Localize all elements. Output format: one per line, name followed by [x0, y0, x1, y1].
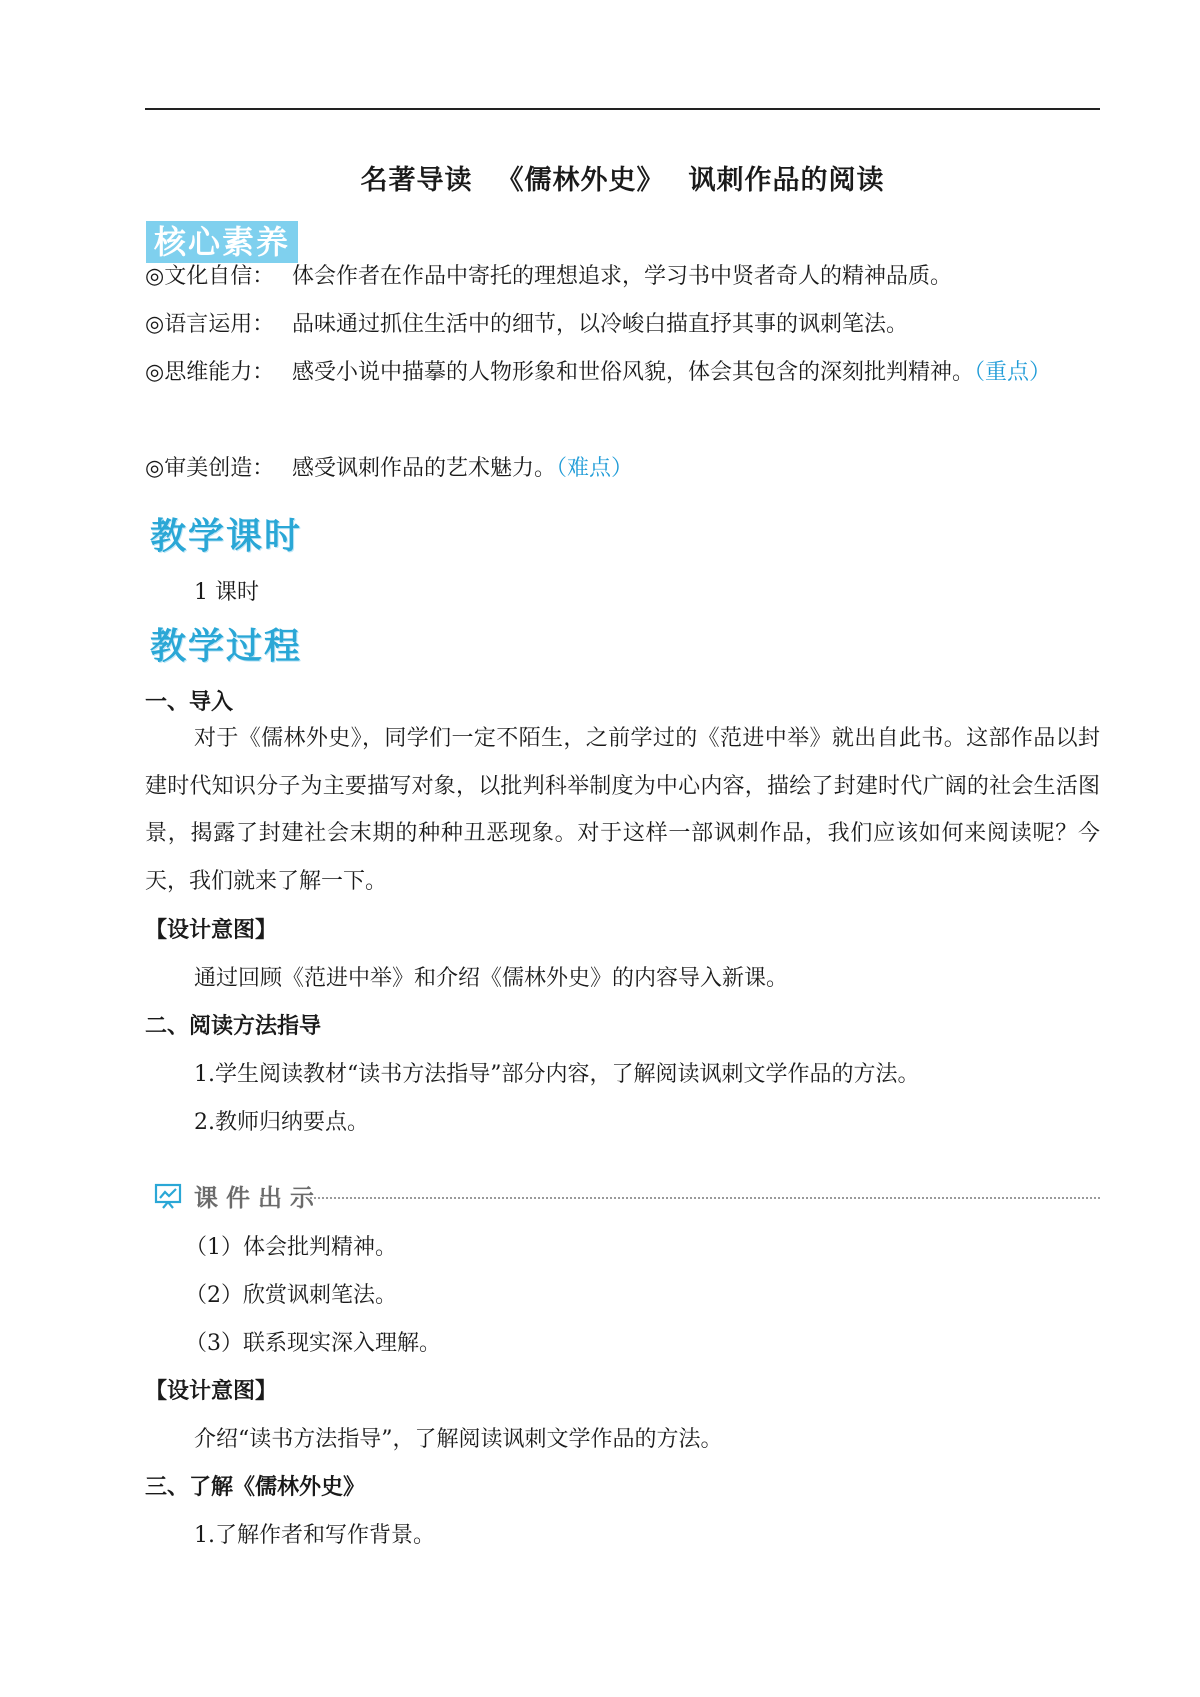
title-part-3: 讽刺作品的阅读: [688, 165, 885, 196]
section-banner-hours: 教学课时: [150, 516, 303, 557]
core-item-text: 体会作者在作品中寄托的理想追求，学习书中贤者奇人的精神品质。: [292, 264, 953, 289]
title-part-1: 名著导读: [360, 165, 473, 196]
header-rule: [145, 108, 1100, 110]
courseware-item: （3）联系现实深入理解。: [185, 1331, 441, 1356]
courseware-bar: [150, 1180, 1100, 1212]
key-point-note: （重点）: [974, 360, 1052, 385]
section-banner-core: 核心素养: [146, 221, 298, 263]
core-item-label: ◎思维能力：: [145, 360, 275, 385]
page-title: [145, 158, 1100, 197]
difficulty-note: （难点）: [556, 456, 634, 481]
core-item-label: ◎审美创造：: [145, 456, 275, 481]
core-item-label: ◎语言运用：: [145, 312, 275, 337]
step2-item: 1.学生阅读教材“读书方法指导”部分内容，了解阅读讽刺文学作品的方法。: [194, 1062, 920, 1087]
core-item-text: 感受讽刺作品的艺术魅力。（难点）: [292, 456, 634, 481]
section-banner-process: 教学过程: [150, 626, 303, 667]
step3-item: 1.了解作者和写作背景。: [194, 1523, 435, 1548]
core-item-text: 感受小说中描摹的人物形象和世俗风貌，体会其包含的深刻批判精神。（重点）: [292, 360, 1052, 385]
core-item-text: 品味通过抓住生活中的细节，以冷峻白描直抒其事的讽刺笔法。: [292, 312, 909, 337]
courseware-label: 课件出示: [194, 1184, 322, 1212]
step3-heading: 三、了解《儒林外史》: [145, 1475, 366, 1500]
courseware-divider: [310, 1197, 1100, 1199]
step2-intent: 介绍“读书方法指导”，了解阅读讽刺文学作品的方法。: [194, 1427, 723, 1452]
presentation-chart-icon: [154, 1183, 182, 1213]
step2-heading: 二、阅读方法指导: [145, 1014, 322, 1039]
courseware-item: （1）体会批判精神。: [185, 1235, 397, 1260]
step1-intent: 通过回顾《范进中举》和介绍《儒林外史》的内容导入新课。: [194, 966, 789, 991]
core-item-label: ◎文化自信：: [145, 264, 275, 289]
courseware-item: （2）欣赏讽刺笔法。: [185, 1283, 397, 1308]
hours-text: 1 课时: [194, 580, 259, 605]
step1-body: 对于《儒林外史》，同学们一定不陌生，之前学过的《范进中举》就出自此书。这部作品以封建时代知识分子为主要描写对象，以批判科举制度为中心内容，描绘了封建时代广阔的社会生活图景，揭露了封建社会末期的种种丑恶现象。对于这样一部讽刺作品，我们应该如何来阅读呢？今天，我们就来了解一下。: [145, 726, 1100, 894]
step2-item: 2.教师归纳要点。: [194, 1110, 369, 1135]
step2-intent-heading: 【设计意图】: [145, 1379, 278, 1404]
title-part-2: 《儒林外史》: [496, 165, 665, 196]
step1-intent-heading: 【设计意图】: [145, 918, 278, 943]
step1-heading: 一、导入: [145, 690, 234, 715]
